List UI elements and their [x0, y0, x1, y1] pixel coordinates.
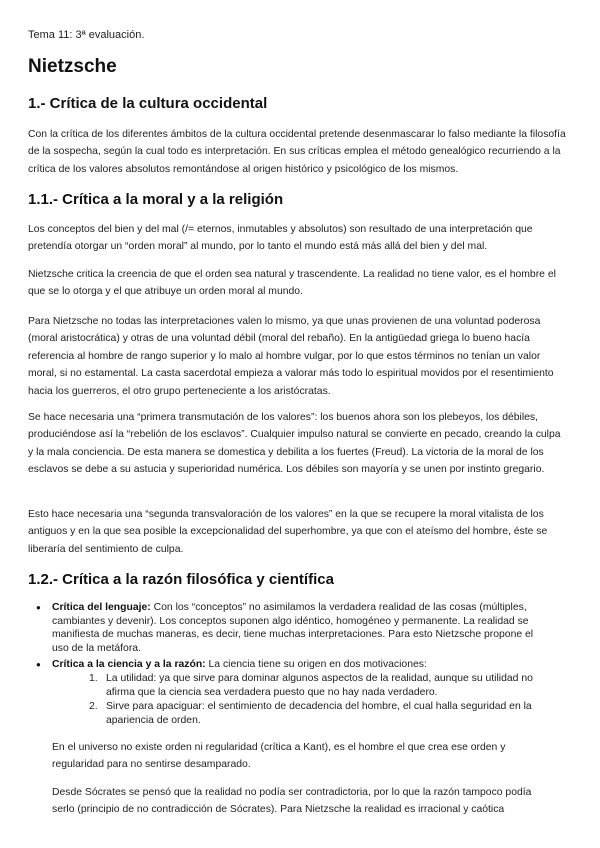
- bullet-label-science: Crítica a la ciencia y a la razón:: [52, 659, 206, 670]
- ordered-number-1: 1.: [89, 673, 98, 684]
- bullet-text-language: Con los “conceptos” no asimilamos la verdadera realidad de las cosas (múltiples, cambiantes y devenir). Los conceptos suponen algo idéntico, homogéneo y permanente. La realidad se manifiesta de muchas maneras, es decir, tiene muchas interpretaciones. Para esto Nietzsche propone el uso de la metáfora.: [52, 602, 534, 654]
- bullet-item-language: [52, 601, 552, 655]
- bullet-text-science: La ciencia tiene su origen en dos motivaciones:: [205, 659, 427, 670]
- page-title: Nietzsche: [28, 56, 117, 77]
- section-1-1-paragraph-1: Los conceptos del bien y del mal (/= eternos, inmutables y absolutos) son resultado de una interpretación que pretendía otorgar un “orden moral” al mundo, por lo tanto el mundo está más allá del bien y del mal.: [28, 224, 533, 253]
- ordered-item-2: [89, 700, 561, 727]
- bullet-item-science: [52, 658, 552, 672]
- section-1-1-paragraph-4: Se hace necesaria una “primera transmutación de los valores”: los buenos ahora son los plebeyos, los débiles, produciéndose así la “rebelión de los esclavos”. Cualquier impulso natural se convierte en pecado, creando la culpa y la mala conciencia. De esta manera se domestica y debilita a los fuertes (Freud). La victoria de la moral de los esclavos se debe a su astucia y superioridad numérica. Los débiles son mayoría y se unen por instinto gregario.: [28, 412, 561, 476]
- section-1-1-paragraph-5: Esto hace necesaria una “segunda transvaloración de los valores” en la que se recupere la moral vitalista de los antiguos y en la que sea posible la excepcionalidad del superhombre, ya que con el ateísmo del hombre, éste se liberaría del sentimiento de culpa.: [28, 509, 548, 555]
- section-heading-1-2: 1.2.- Crítica a la razón filosófica y científica: [28, 571, 334, 588]
- section-1-1-paragraph-3: Para Nietzsche no todas las interpretaciones valen lo mismo, ya que unas provienen de una voluntad poderosa (moral aristocrática) y otras de una voluntad débil (moral del rebaño). En la antigüedad griega lo bueno hacía referencia al hombre de rango superior y lo malo al hombre vulgar, por lo que estos términos no tenían un valor moral, si no estamental. La casta sacerdotal empieza a valorar más todo lo espiritual movidos por el resentimiento hacia los guerreros, el otro grupo perteneciente a los aristócratas.: [28, 316, 554, 397]
- ordered-text-2: Sirve para apaciguar: el sentimiento de decadencia del hombre, el cual halla seguridad en la apariencia de orden.: [106, 701, 532, 726]
- indented-paragraph-2: Desde Sócrates se pensó que la realidad no podía ser contradictoria, por lo que la razón tampoco podía serlo (principio de no contradicción de Sócrates). Para Nietzsche la realidad es irracional y caótica: [52, 787, 532, 816]
- page-header: Tema 11: 3ª evaluación.: [28, 29, 145, 41]
- ordered-number-2: 2.: [89, 701, 98, 712]
- ordered-item-1: [89, 672, 561, 699]
- section-1-paragraph: Con la crítica de los diferentes ámbitos de la cultura occidental pretende desenmascarar lo falso mediante la filosofía de la sospecha, según la cual todo es interpretación. En sus críticas emplea el método genealógico recurriendo a la crítica de los valores absolutos remontándose al origen histórico y psicológico de los mismos.: [28, 129, 566, 175]
- section-1-1-paragraph-2: Nietzsche critica la creencia de que el orden sea natural y trascendente. La realidad no tiene valor, es el hombre el que se lo otorga y el que atribuye un orden moral al mundo.: [28, 269, 556, 298]
- ordered-text-1: La utilidad: ya que sirve para dominar algunos aspectos de la realidad, aunque su utilidad no afirma que la ciencia sea verdadera puesto que no hay nada verdadero.: [106, 673, 533, 698]
- bullet-label-language: Crítica del lenguaje:: [52, 602, 151, 613]
- indented-paragraph-1: En el universo no existe orden ni regularidad (crítica a Kant), es el hombre el que crea ese orden y regularidad para no sentirse desamparado.: [52, 742, 506, 771]
- section-heading-1-1: 1.1.- Crítica a la moral y a la religión: [28, 191, 284, 208]
- section-heading-1: 1.- Crítica de la cultura occidental: [28, 95, 268, 112]
